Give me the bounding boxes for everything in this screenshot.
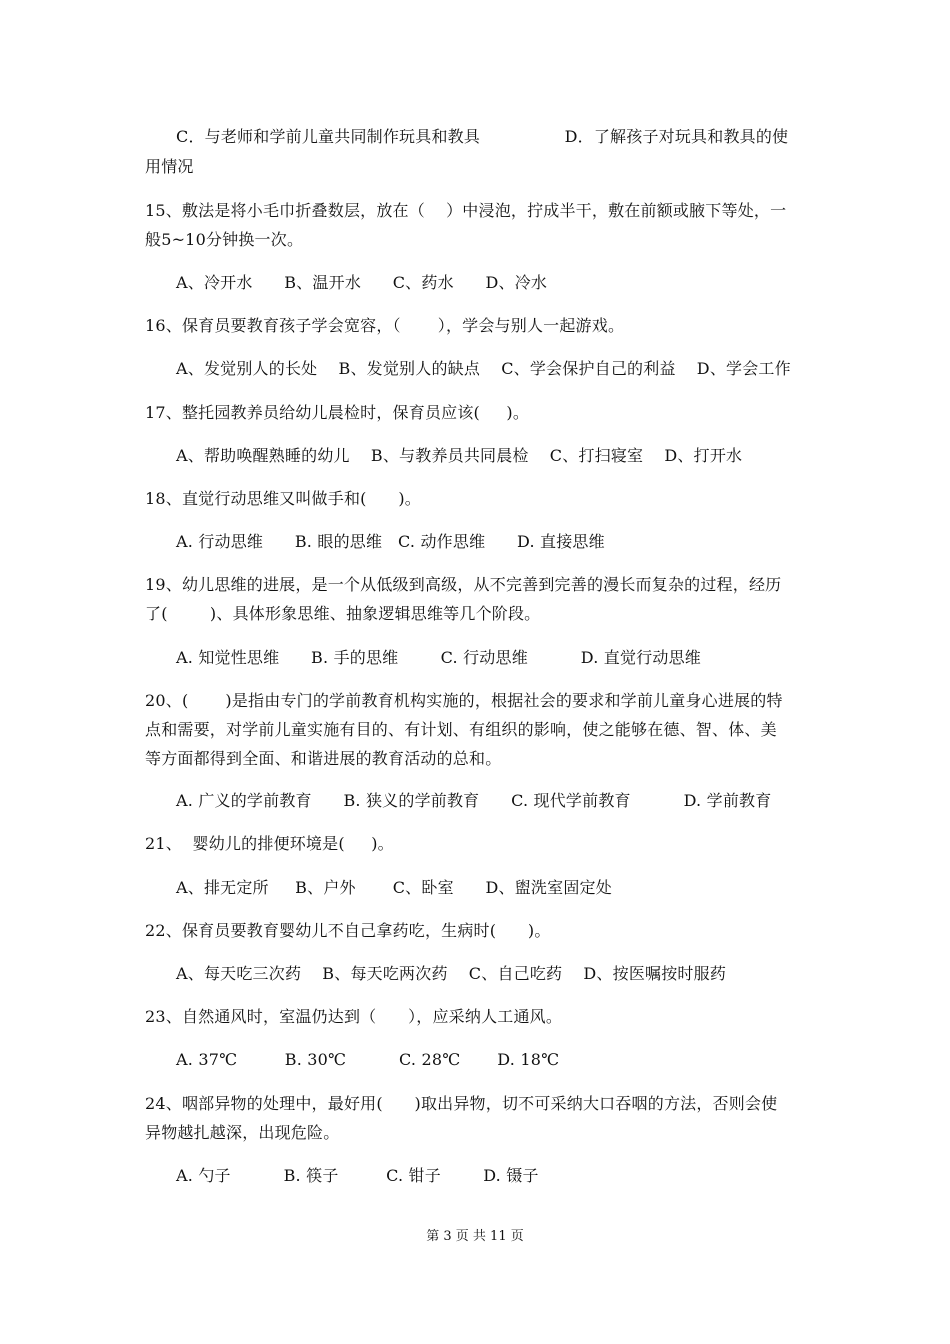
options-19: A. 知觉性思维 B. 手的思维 C. 行动思维 D. 直觉行动思维 <box>176 648 701 667</box>
question-24-continuation: 异物越扎越深，出现危险。 <box>145 1123 340 1142</box>
options-15: A、冷开水 B、温开水 C、药水 D、冷水 <box>176 273 548 292</box>
question-21: 21、 婴幼儿的排便环境是( )。 <box>145 834 394 853</box>
question-15-continuation: 般5~10分钟换一次。 <box>145 230 304 249</box>
question-17: 17、整托园教养员给幼儿晨检时，保育员应该( )。 <box>145 403 530 422</box>
question-19-continuation: 了( )、具体形象思维、抽象逻辑思维等几个阶段。 <box>145 604 541 623</box>
option-line-14-cd: C．与老师和学前儿童共同制作玩具和教具 D．了解孩子对玩具和教具的使 <box>176 127 789 146</box>
question-22: 22、保育员要教育婴幼儿不自己拿药吃，生病时( )。 <box>145 921 551 940</box>
options-21: A、排无定所 B、户外 C、卧室 D、盥洗室固定处 <box>176 878 612 897</box>
options-18: A. 行动思维 B. 眼的思维 C. 动作思维 D. 直接思维 <box>176 532 605 551</box>
options-22: A、每天吃三次药 B、每天吃两次药 C、自己吃药 D、按医嘱按时服药 <box>176 964 727 983</box>
question-20: 20、( )是指由专门的学前教育机构实施的，根据社会的要求和学前儿童身心进展的特 <box>145 691 783 710</box>
question-24: 24、咽部异物的处理中，最好用( )取出异物，切不可采纳大口吞咽的方法，否则会使 <box>145 1094 778 1113</box>
options-16: A、发觉别人的长处 B、发觉别人的缺点 C、学会保护自己的利益 D、学会工作 <box>176 359 791 378</box>
options-20: A. 广义的学前教育 B. 狭义的学前教育 C. 现代学前教育 D. 学前教育 <box>176 791 772 810</box>
options-23: A. 37℃ B. 30℃ C. 28℃ D. 18℃ <box>176 1050 560 1069</box>
question-18: 18、直觉行动思维又叫做手和( )。 <box>145 489 421 508</box>
question-20-continuation-1: 点和需要，对学前儿童实施有目的、有计划、有组织的影响，使之能够在德、智、体、美 <box>145 720 777 739</box>
options-17: A、帮助唤醒熟睡的幼儿 B、与教养员共同晨检 C、打扫寝室 D、打开水 <box>176 446 743 465</box>
question-20-continuation-2: 等方面都得到全面、和谐进展的教育活动的总和。 <box>145 749 502 768</box>
page-number-footer: 第 3 页 共 11 页 <box>426 1229 524 1244</box>
question-19: 19、幼儿思维的进展，是一个从低级到高级，从不完善到完善的漫长而复杂的过程，经历 <box>145 575 782 594</box>
question-16: 16、保育员要教育孩子学会宽容，（ ），学会与别人一起游戏。 <box>145 316 625 335</box>
option-line-14-continuation: 用情况 <box>145 157 194 176</box>
options-24: A. 勺子 B. 筷子 C. 钳子 D. 镊子 <box>176 1166 539 1185</box>
question-23: 23、自然通风时，室温仍达到（ ），应采纳人工通风。 <box>145 1007 563 1026</box>
question-15: 15、敷法是将小毛巾折叠数层，放在（ ）中浸泡，拧成半干，敷在前额或腋下等处，一 <box>145 201 787 220</box>
